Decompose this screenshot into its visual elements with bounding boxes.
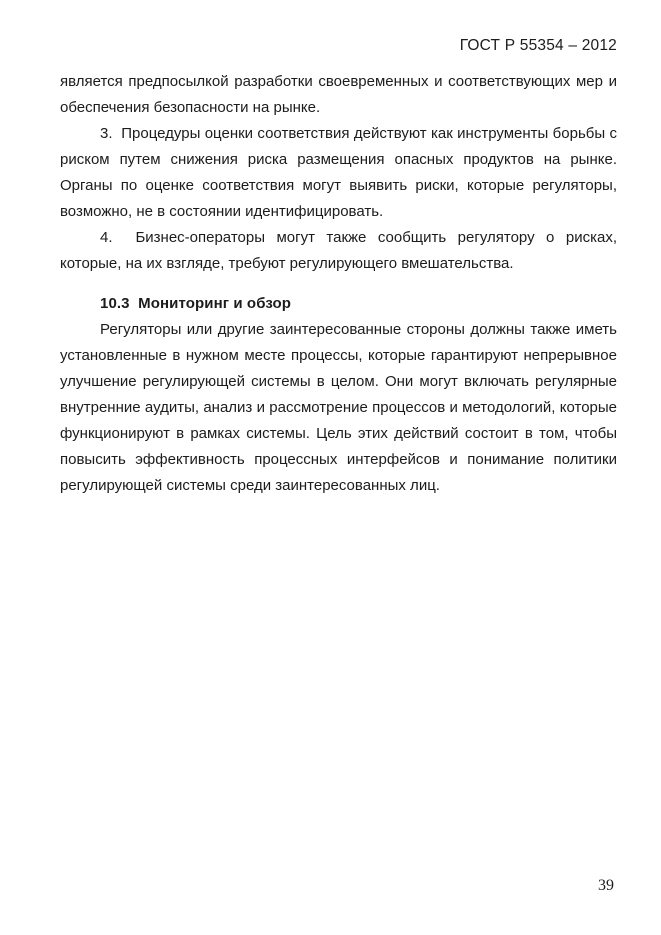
document-code-header: ГОСТ Р 55354 – 2012 (459, 37, 617, 54)
paragraph-continuation: является предпосылкой разработки своевременных и соответствующих мер и обеспечения безопасности на рынке. (60, 73, 617, 116)
section-heading-10-3: 10.3 Мониторинг и обзор (100, 295, 292, 312)
page-number: 39 (598, 877, 614, 894)
paragraph-monitoring: Регуляторы или другие заинтересованные стороны должны также иметь установленные в нужном месте процессы, которые гарантируют непрерывное улучшение регулирующей системы в целом. Они могут включать регулярные внутренние аудиты, анализ и рассмотрение процессов и методологий, которые функционируют в рамках системы. Цель этих действий состоит в том, чтобы повысить эффективность процессных интерфейсов и понимание политики регулирующей системы среди заинтересованных лиц. (60, 321, 617, 494)
list-item-4: 4. Бизнес-операторы могут также сообщить регулятору о рисках, которые, на их взгляде, требуют регулирующего вмешательства. (60, 229, 617, 272)
list-item-3: 3. Процедуры оценки соответствия действуют как инструменты борьбы с риском путем снижения риска размещения опасных продуктов на рынке. Органы по оценке соответствия могут выявить риски, которые регуляторы, возможно, не в состоянии идентифицировать. (60, 125, 617, 220)
document-body (60, 69, 617, 499)
